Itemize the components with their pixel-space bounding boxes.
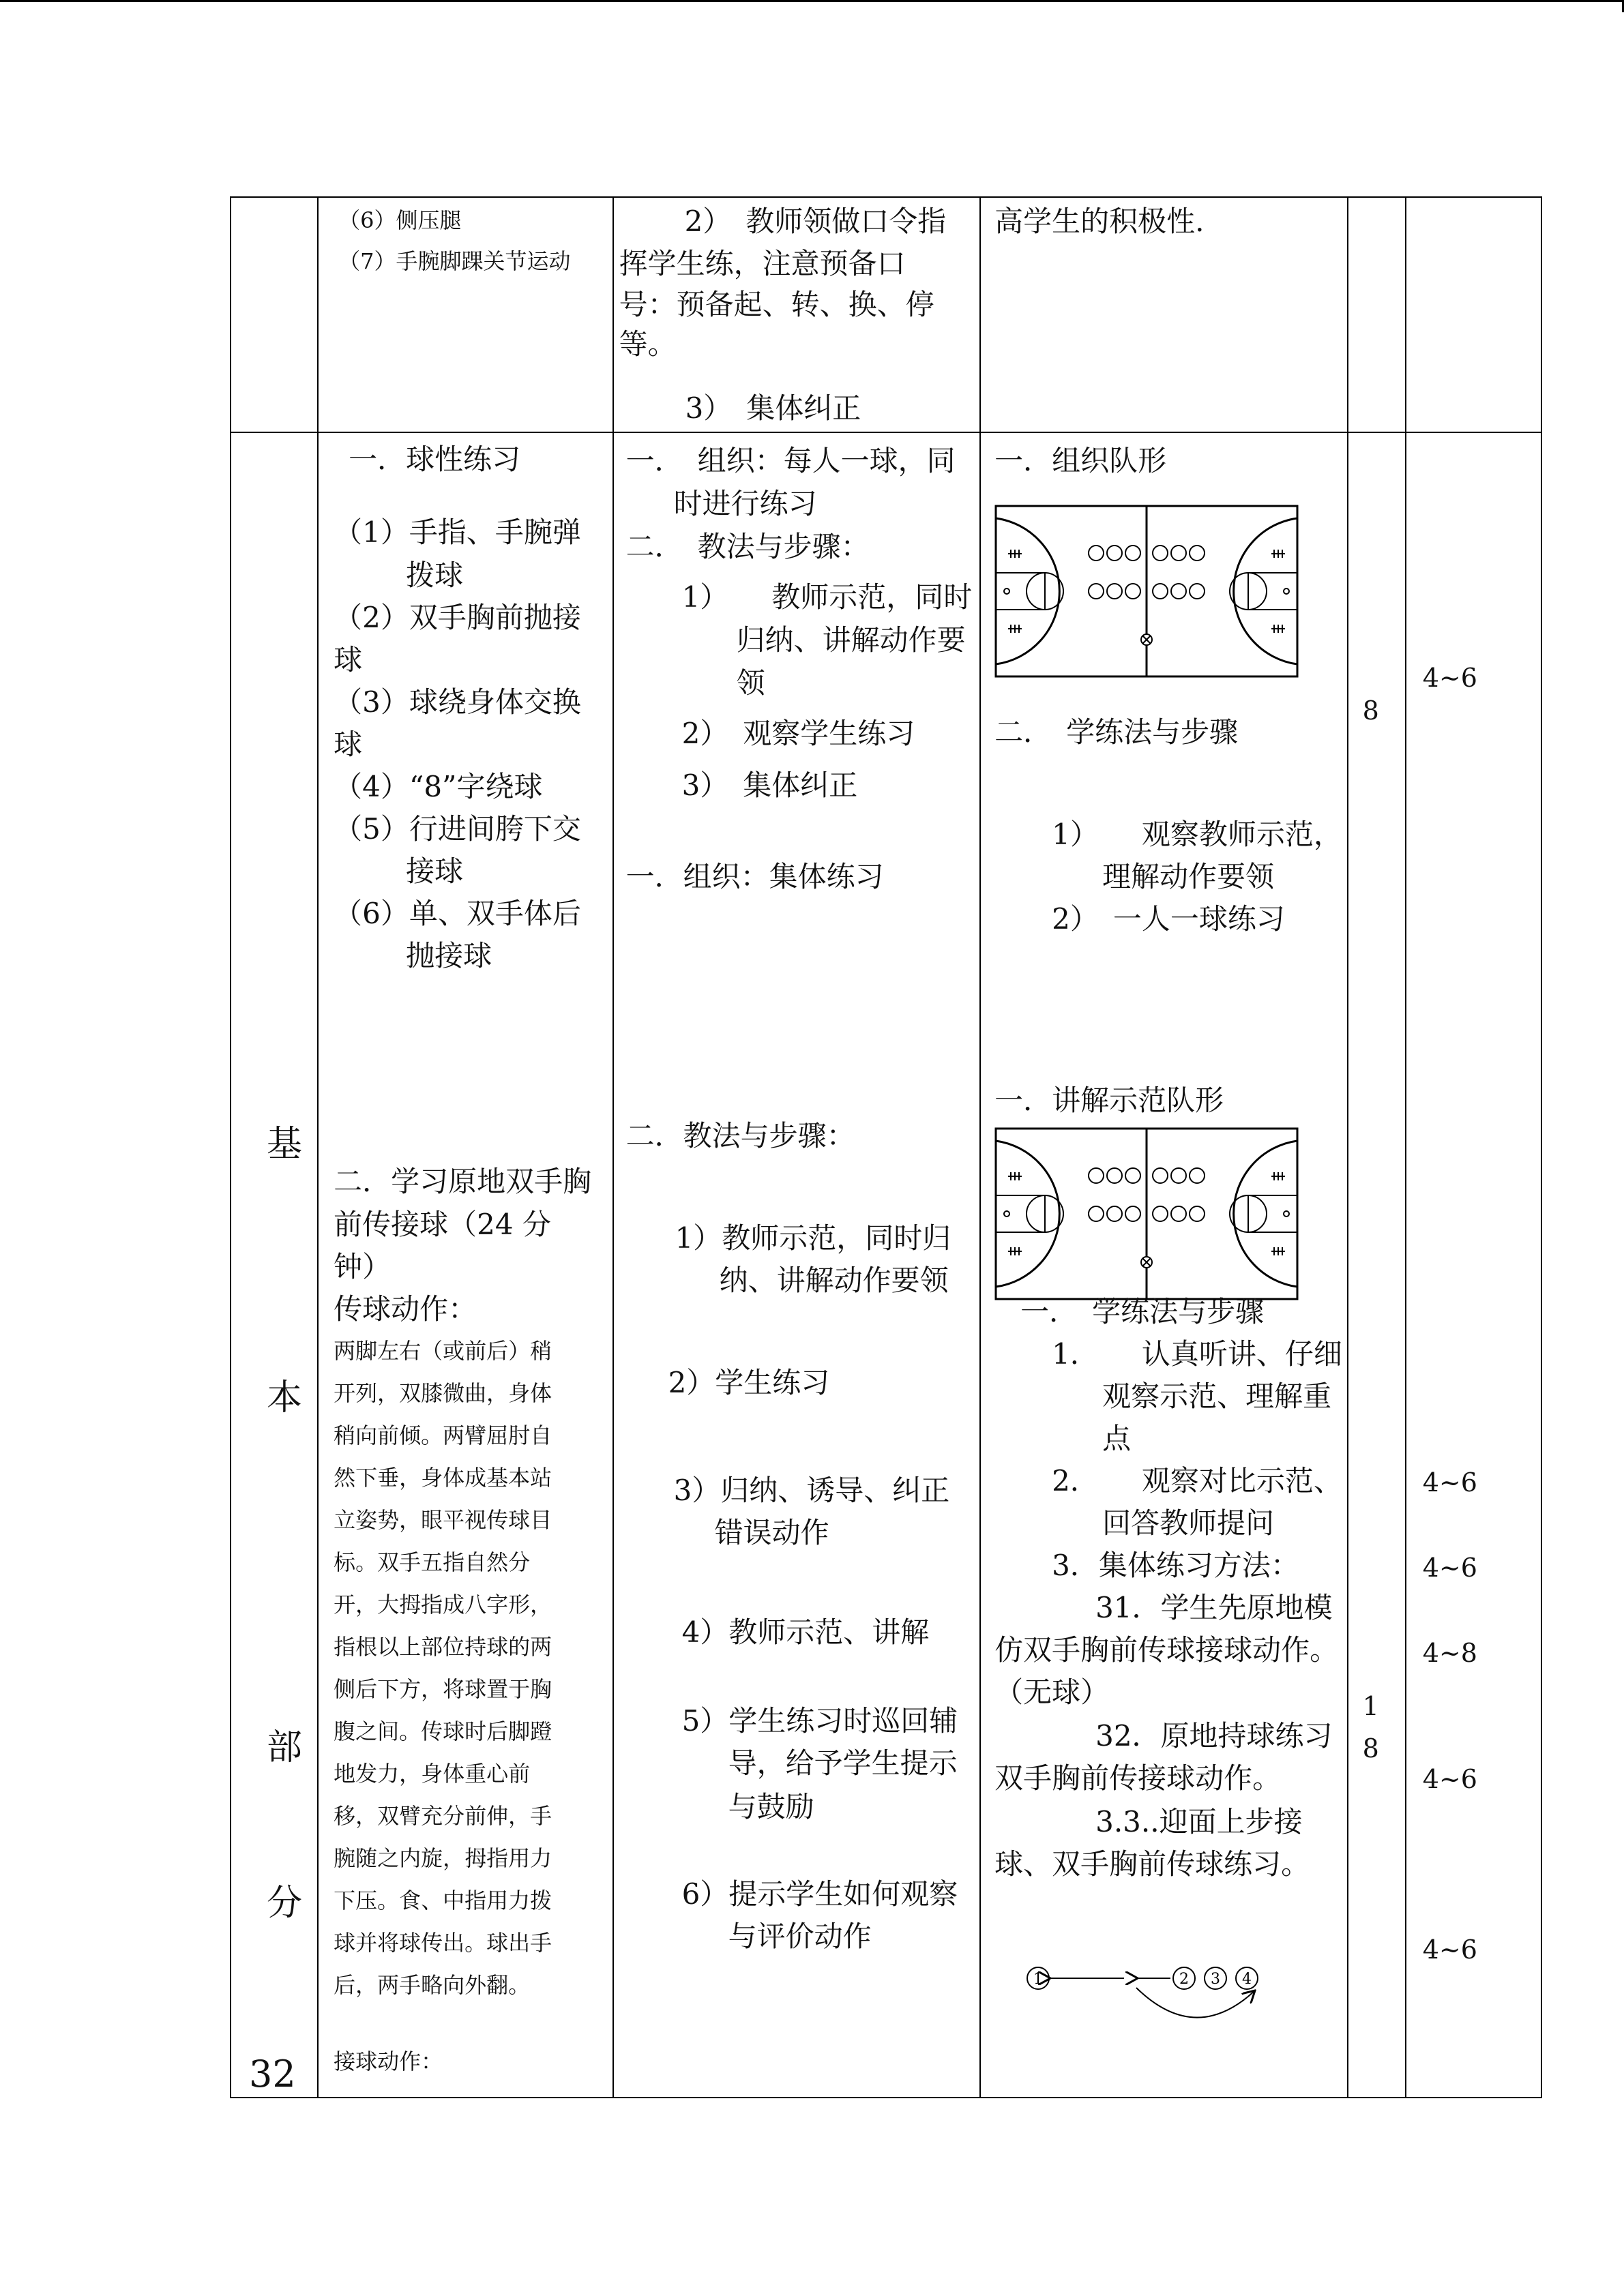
passing-drill-diagram	[1022, 1960, 1295, 2029]
table-row	[231, 197, 1541, 432]
content-line: （4）“8”字绕球	[334, 770, 543, 803]
content-line: 球	[334, 728, 363, 761]
organization-cell	[980, 197, 1348, 432]
method-line: 2） 观察学生练习	[681, 717, 915, 750]
content-line: 下压。食、中指用力拨	[334, 1888, 552, 1913]
method-line: 6）提示学生如何观察	[681, 1877, 958, 1911]
organization-line: 球、双手胸前传球练习。	[994, 1847, 1310, 1881]
organization-line: 一．组织队形	[994, 444, 1167, 477]
method-line: 1）教师示范，同时归	[675, 1221, 951, 1255]
content-cell	[318, 197, 612, 432]
organization-line: 理解动作要领	[1102, 860, 1275, 893]
content-line: （5）行进间胯下交	[334, 812, 581, 846]
part-cell	[231, 197, 318, 432]
method-cell	[613, 197, 981, 432]
content-line: （6）侧压腿	[338, 207, 462, 233]
organization-line: 仿双手胸前传球接球动作。	[994, 1633, 1339, 1667]
section-title: 二．学习原地双手胸	[334, 1165, 592, 1198]
method-cell	[613, 432, 981, 2098]
content-line: （3）球绕身体交换	[334, 685, 581, 719]
method-line: 号：预备起、转、换、停	[619, 288, 934, 321]
content-line: 稍向前倾。两臂屈肘自	[334, 1422, 552, 1448]
content-line: 侧后下方，将球置于胸	[334, 1676, 552, 1702]
content-line: 球并将球传出。球出手	[334, 1930, 552, 1956]
section-title: 一．球性练习	[349, 443, 521, 476]
player-number: 2	[1179, 1971, 1190, 1988]
organization-line: 观察示范、理解重	[1102, 1380, 1332, 1413]
organization-line: 1） 观察教师示范，	[1052, 818, 1342, 851]
basketball-court-diagram	[994, 505, 1299, 678]
section-title: 前传接球（24 分	[334, 1208, 551, 1241]
part-label-char: 部	[267, 1727, 303, 1768]
time-value: 8	[1362, 1733, 1379, 1763]
method-line: 2） 教师领做口令指	[684, 205, 947, 238]
organization-cell	[980, 432, 1348, 2098]
organization-line: 双手胸前传接球动作。	[994, 1761, 1282, 1795]
method-line: 归纳、讲解动作要	[736, 623, 966, 657]
organization-line: 点	[1102, 1422, 1132, 1455]
time-value: 8	[1362, 696, 1379, 726]
time-cell	[1348, 432, 1406, 2098]
player-number: 4	[1242, 1971, 1252, 1988]
content-line: 腕随之内旋，拇指用力	[334, 1845, 552, 1871]
method-line: 与鼓励	[728, 1790, 814, 1823]
part-label-char: 基	[267, 1124, 303, 1165]
lesson-plan-table	[230, 196, 1542, 2098]
organization-line: 1． 认真听讲、仔细	[1052, 1337, 1342, 1371]
content-line: （1）手指、手腕弹	[334, 516, 581, 549]
organization-line: 32．原地持球练习	[1095, 1719, 1333, 1753]
organization-line: 二． 学练法与步骤	[994, 715, 1239, 749]
reps-value: 4~6	[1422, 1764, 1477, 1794]
organization-line: 2） 一人一球练习	[1052, 902, 1285, 936]
method-line: 3）归纳、诱导、纠正	[673, 1474, 950, 1507]
content-line: 接球	[406, 854, 464, 888]
content-cell	[318, 432, 612, 2098]
content-line: 开列，双膝微曲，身体	[334, 1380, 552, 1406]
section-title: 钟）	[334, 1250, 392, 1283]
method-line: 5）学生练习时巡回辅	[681, 1704, 958, 1738]
content-line: 后，两手略向外翻。	[334, 1972, 531, 1998]
reps-cell	[1406, 197, 1541, 432]
organization-line: 3．集体练习方法：	[1052, 1549, 1299, 1582]
method-line: 2）学生练习	[668, 1366, 830, 1399]
method-line: 二．教法与步骤：	[625, 1119, 855, 1152]
reps-value: 4~6	[1422, 1935, 1477, 1965]
content-line: 拨球	[406, 558, 464, 592]
content-line: （2）双手胸前抛接	[334, 601, 581, 634]
content-line: 抛接球	[406, 939, 492, 972]
method-line: 错误动作	[714, 1516, 829, 1549]
organization-line: 一． 学练法与步骤	[1020, 1295, 1265, 1328]
time-cell	[1348, 197, 1406, 432]
organization-line: 2． 观察对比示范、	[1052, 1464, 1342, 1497]
organization-line: 高学生的积极性.	[994, 205, 1205, 238]
section-title: 传球动作：	[334, 1292, 477, 1326]
content-line: 开，大拇指成八字形，	[334, 1592, 552, 1617]
method-line: 时进行练习	[673, 487, 817, 520]
method-line: 3） 集体纠正	[681, 769, 858, 802]
organization-line: 回答教师提问	[1102, 1506, 1275, 1540]
method-line: 一．组织：集体练习	[625, 860, 884, 893]
reps-value: 4~6	[1422, 1553, 1477, 1583]
content-line: 指根以上部位持球的两	[334, 1634, 552, 1660]
method-line: 与评价动作	[728, 1920, 872, 1953]
organization-line: （无球）	[994, 1675, 1110, 1709]
player-number: 3	[1211, 1971, 1221, 1988]
top-rule	[0, 0, 1624, 2]
content-line: （7）手腕脚踝关节运动	[338, 248, 571, 274]
method-line: 挥学生练，注意预备口	[619, 247, 906, 280]
content-line: 球	[334, 643, 363, 676]
organization-line: 一．讲解示范队形	[994, 1084, 1224, 1117]
method-line: 3） 集体纠正	[685, 391, 861, 425]
content-line: 两脚左右（或前后）稍	[334, 1338, 552, 1364]
basketball-court-diagram	[994, 1127, 1299, 1300]
content-line: 接球动作：	[334, 2048, 443, 2074]
method-line: 4）教师示范、讲解	[681, 1615, 930, 1649]
organization-line: 31．学生先原地模	[1095, 1591, 1333, 1624]
part-cell	[231, 432, 318, 2098]
part-label-number: 32	[249, 2053, 296, 2096]
method-line: 纳、讲解动作要领	[719, 1264, 949, 1297]
method-line: 等。	[619, 327, 677, 361]
content-line: 腹之间。传球时后脚蹬	[334, 1718, 552, 1744]
time-value: 1	[1362, 1691, 1379, 1721]
part-label-char: 分	[267, 1883, 303, 1924]
content-line: （6）单、双手体后	[334, 897, 581, 930]
method-line: 一． 组织：每人一球，同	[625, 444, 956, 477]
organization-line: 3.3..迎面上步接	[1095, 1805, 1303, 1838]
reps-cell	[1406, 432, 1541, 2098]
content-line: 地发力，身体重心前	[334, 1761, 531, 1787]
part-label-char: 本	[267, 1377, 303, 1418]
reps-value: 4~6	[1422, 663, 1477, 693]
content-line: 标。双手五指自然分	[334, 1549, 531, 1575]
content-line: 立姿势，眼平视传球目	[334, 1507, 552, 1533]
player-number: 1	[1033, 1971, 1044, 1988]
table-row	[231, 432, 1541, 2098]
content-line: 移，双臂充分前伸，手	[334, 1803, 552, 1829]
method-line: 二． 教法与步骤：	[625, 530, 870, 563]
content-line: 然下垂，身体成基本站	[334, 1465, 552, 1491]
method-line: 导，给予学生提示	[728, 1746, 958, 1780]
method-line: 领	[736, 666, 765, 700]
reps-value: 4~6	[1422, 1467, 1477, 1497]
method-line: 1） 教师示范，同时	[681, 580, 973, 614]
reps-value: 4~8	[1422, 1638, 1477, 1668]
